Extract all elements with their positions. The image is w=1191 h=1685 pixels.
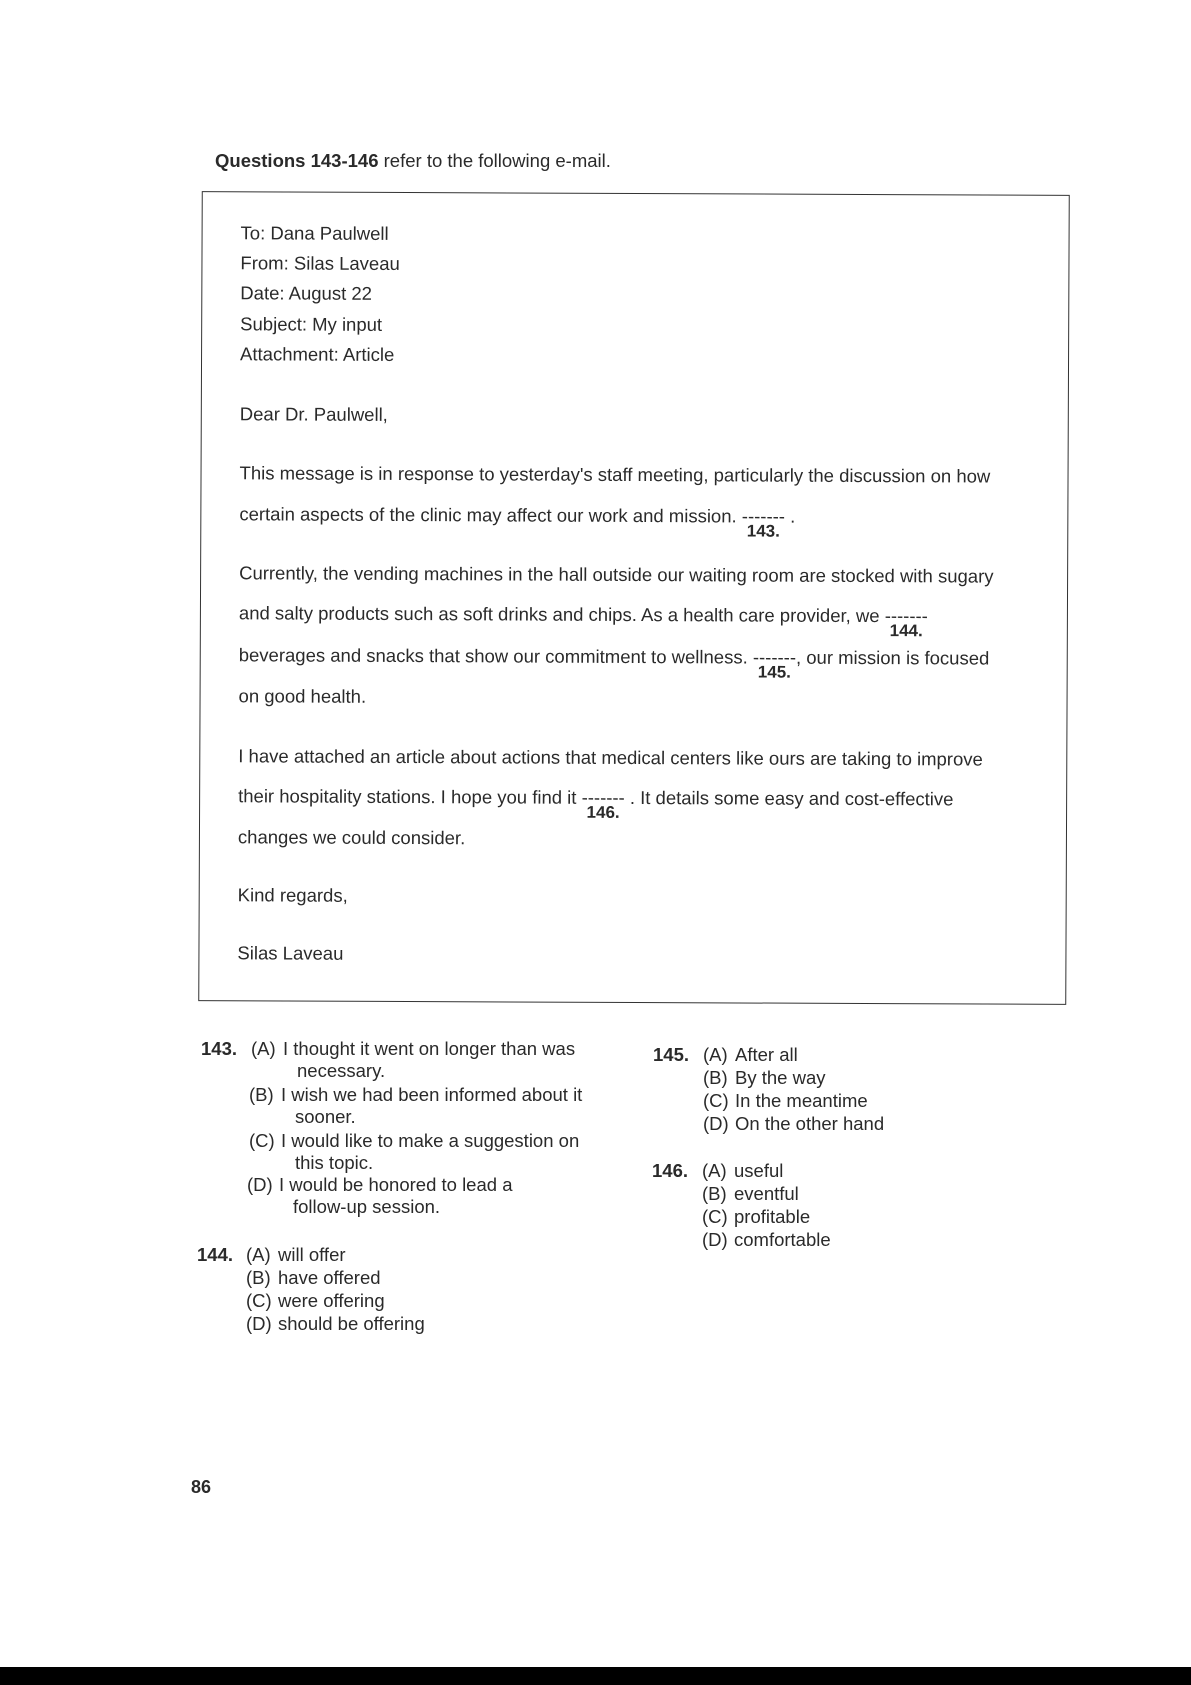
option-text-continued: sooner. (295, 1106, 356, 1127)
option-letter: (B) (246, 1267, 271, 1288)
option-text: profitable (734, 1206, 811, 1227)
option-text: In the meantime (735, 1090, 868, 1111)
option-letter: (A) (251, 1038, 276, 1059)
email-text: . (790, 505, 796, 527)
blank-dashes: ------- (752, 646, 797, 668)
option-text: I would be honored to lead a (279, 1174, 513, 1195)
option-text-continued: this topic. (295, 1152, 374, 1173)
section-heading (215, 150, 611, 172)
option-144-d[interactable] (246, 1313, 425, 1335)
option-text: I would like to make a suggestion on (281, 1130, 580, 1151)
blank-number: 145. (757, 662, 791, 682)
email-paragraph-2-line-4: on good health. (238, 685, 367, 707)
option-letter: (B) (702, 1183, 727, 1204)
heading-question-range: Questions 143-146 (215, 150, 379, 171)
option-text: were offering (278, 1290, 385, 1311)
option-146-d[interactable] (702, 1229, 831, 1251)
option-text: have offered (278, 1267, 381, 1288)
email-greeting: Dear Dr. Paulwell, (239, 403, 388, 425)
blank-number: 146. (586, 802, 620, 822)
option-text-continued: necessary. (297, 1060, 386, 1081)
blank-number: 144. (889, 621, 923, 641)
blank-145 (752, 646, 797, 682)
option-letter: (D) (703, 1113, 729, 1134)
email-date: Date: August 22 (240, 282, 373, 304)
option-letter: (B) (703, 1067, 728, 1088)
option-145-d[interactable] (703, 1113, 884, 1135)
option-text: By the way (735, 1067, 826, 1088)
option-letter: (D) (247, 1174, 273, 1195)
blank-143 (741, 505, 785, 541)
email-paragraph-3-line-2 (238, 785, 954, 822)
email-paragraph-2-line-2 (238, 602, 928, 641)
email-paragraph-3-line-3: changes we could consider. (237, 826, 466, 849)
blank-dashes: ------- (884, 605, 928, 627)
email-to: To: Dana Paulwell (240, 222, 389, 244)
option-letter: (C) (246, 1290, 272, 1311)
email-text: , our mission is focused (795, 646, 990, 669)
option-letter: (C) (249, 1130, 275, 1151)
option-146-a[interactable] (702, 1160, 783, 1182)
question-number: 144. (197, 1244, 234, 1265)
option-letter: (D) (246, 1313, 272, 1334)
option-143-b[interactable] (249, 1084, 582, 1128)
option-144-c[interactable] (246, 1290, 385, 1312)
email-signature: Silas Laveau (237, 942, 344, 964)
option-text: should be offering (278, 1313, 425, 1334)
option-text: comfortable (734, 1229, 831, 1250)
option-text: I wish we had been informed about it (281, 1084, 583, 1105)
option-letter: (A) (702, 1160, 727, 1181)
option-145-a[interactable] (703, 1044, 798, 1066)
option-letter: (C) (702, 1206, 728, 1227)
option-143-c[interactable] (249, 1130, 579, 1174)
option-letter: (C) (703, 1090, 729, 1111)
email-paragraph-1-line-1: This message is in response to yesterday's staff meeting, particularly the discussion on how (239, 462, 991, 487)
email-subject: Subject: My input (240, 313, 383, 335)
option-letter: (A) (703, 1044, 728, 1065)
option-144-b[interactable] (246, 1267, 381, 1289)
blank-144 (884, 605, 928, 641)
option-text: I thought it went on longer than was (283, 1038, 576, 1059)
heading-instruction: refer to the following e-mail. (378, 150, 611, 171)
email-text: . It details some easy and cost-effective (629, 786, 954, 810)
option-146-b[interactable] (702, 1183, 799, 1205)
email-paragraph-1-line-2 (239, 503, 796, 541)
option-text: eventful (734, 1183, 799, 1204)
option-text: On the other hand (735, 1113, 885, 1134)
blank-dashes: ------- (741, 505, 785, 527)
email-paragraph-3-line-1: I have attached an article about actions that medical centers like ours are taking to improve (238, 745, 983, 770)
question-number: 143. (201, 1038, 238, 1059)
email-text: and salty products such as soft drinks and chips. As a health care provider, we (238, 602, 880, 627)
option-text: will offer (278, 1244, 346, 1265)
email-text: their hospitality stations. I hope you find it (238, 785, 577, 808)
email-text: certain aspects of the clinic may affect our work and mission. (239, 503, 737, 527)
option-letter: (B) (249, 1084, 274, 1105)
email-paragraph-2-line-1: Currently, the vending machines in the hall outside our waiting room are stocked with sugary (239, 562, 994, 587)
option-144-a[interactable] (246, 1244, 346, 1266)
email-from: From: Silas Laveau (240, 252, 400, 274)
blank-146 (581, 786, 625, 822)
question-number: 146. (652, 1160, 689, 1181)
blank-number: 143. (746, 521, 780, 541)
option-145-b[interactable] (703, 1067, 826, 1089)
option-145-c[interactable] (703, 1090, 868, 1112)
option-text: After all (735, 1044, 798, 1065)
page-number: 86 (191, 1477, 212, 1497)
option-146-c[interactable] (702, 1206, 810, 1228)
blank-dashes: ------- (581, 786, 625, 808)
question-number: 145. (653, 1044, 690, 1065)
option-text-continued: follow-up session. (293, 1196, 441, 1217)
option-143-a[interactable] (251, 1038, 575, 1082)
email-text: beverages and snacks that show our commitment to wellness. (238, 644, 748, 668)
email-paragraph-2-line-3 (238, 644, 990, 682)
email-closing: Kind regards, (237, 884, 348, 906)
option-143-d[interactable] (247, 1174, 512, 1218)
option-text: useful (734, 1160, 784, 1181)
option-letter: (D) (702, 1229, 728, 1250)
email-box (198, 191, 1070, 1005)
scan-edge-bar (0, 1667, 1191, 1685)
option-letter: (A) (246, 1244, 271, 1265)
email-attachment: Attachment: Article (240, 343, 395, 365)
